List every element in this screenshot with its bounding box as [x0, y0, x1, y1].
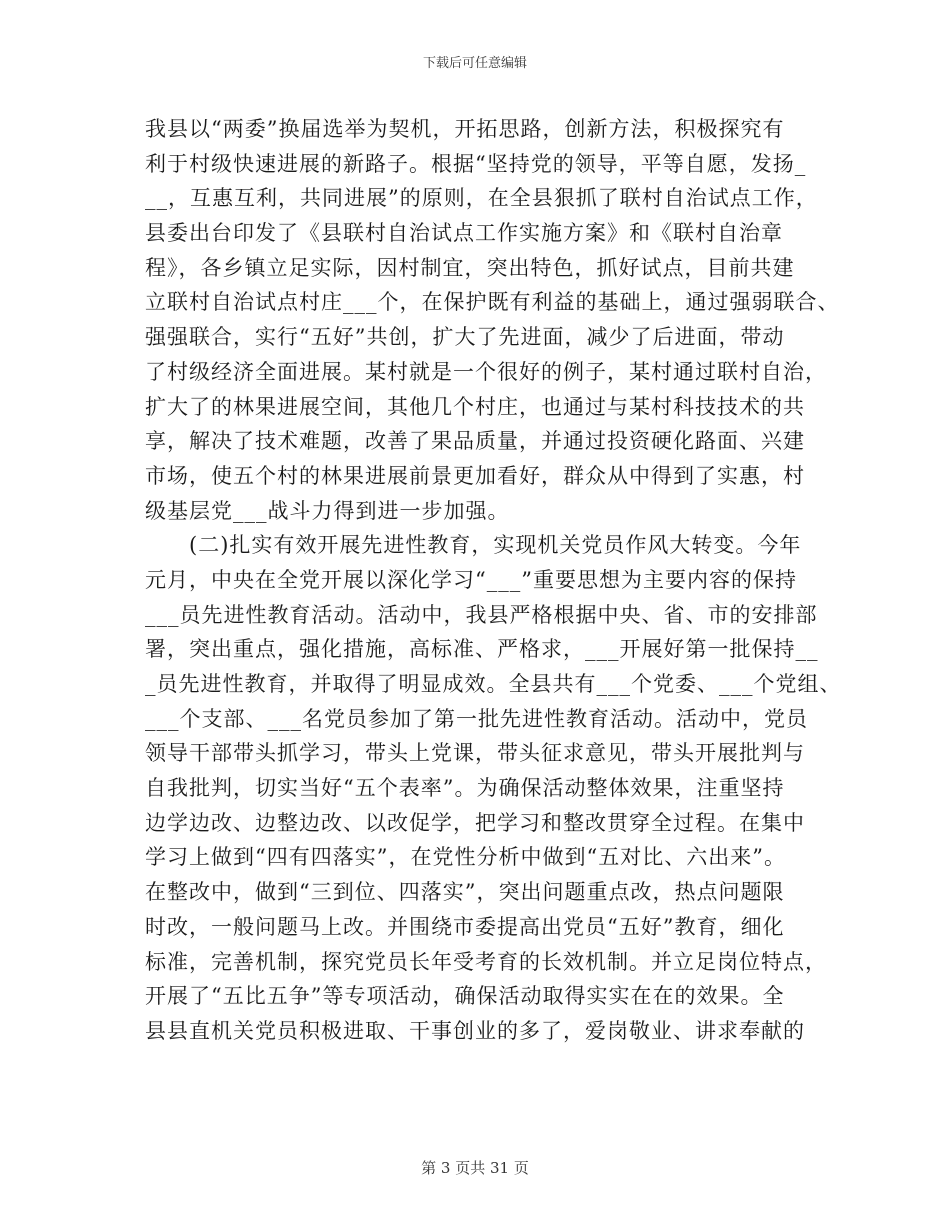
text-line: 级基层党___战斗力得到进一步加强。 [145, 498, 510, 523]
text-line: 强强联合，实行“五好”共创，扩大了先进面，减少了后进面，带动 [145, 325, 785, 350]
text-line: _员先进性教育，并取得了明显成效。全县共有___个党委、___个党组、 [145, 672, 842, 696]
text-line: ___个支部、___名党员参加了第一批先进性教育活动。活动中，党员 [145, 706, 808, 731]
text-line: 开展了“五比五争”等专项活动，确保活动取得实实在在的效果。全 [145, 984, 785, 1009]
text-line: 享，解决了技术难题，改善了果品质量，并通过投资硬化路面、兴建 [145, 429, 805, 454]
text-line: ___员先进性教育活动。活动中，我县严格根据中央、省、市的安排部 [145, 602, 818, 627]
text-line: 我县以“两委”换届选举为契机，开拓思路，创新方法，积极探究有 [145, 117, 785, 141]
text-line: 县县直机关党员积极进取、干事创业的多了，爱岗敬业、讲求奉献的 [145, 1018, 805, 1043]
text-line: 署，突出重点，强化措施，高标准、严格求，___开展好第一批保持__ [145, 637, 819, 662]
text-line: 在整改中，做到“三到位、四落实”，突出问题重点改，热点问题限 [145, 880, 785, 905]
text-line: (二)扎实有效开展先进性教育，实现机关党员作风大转变。今年 [145, 533, 802, 558]
page-footer: 第 3 页共 31 页 [421, 1159, 529, 1177]
text-line: 自我批判，切实当好“五个表率”。为确保活动整体效果，注重坚持 [145, 776, 785, 801]
text-line: 县委出台印发了《县联村自治试点工作实施方案》和《联村自治章 [145, 221, 783, 246]
text-line: 市场，使五个村的林果进展前景更加看好，群众从中得到了实惠，村 [145, 463, 805, 488]
page-header: 下载后可任意编辑 [422, 56, 527, 71]
text-line: 时改，一般问题马上改。并围绕市委提高出党员“五好”教育，细化 [145, 914, 785, 939]
text-line: 元月，中央在全党开展以深化学习“___”重要思想为主要内容的保持 [145, 567, 797, 592]
document-body [145, 112, 842, 1049]
text-line: 立联村自治试点村庄___个，在保护既有利益的基础上，通过强弱联合、 [145, 290, 840, 315]
text-line: 标准，完善机制，探究党员长年受考育的长效机制。并立足岗位特点， [145, 949, 827, 974]
text-line: 领导干部带头抓学习，带头上党课，带头征求意见，带头开展批判与 [145, 741, 805, 766]
text-line: 程》，各乡镇立足实际，因村制宜，突出特色，抓好试点，目前共建 [145, 255, 795, 280]
text-line: __，互惠互利，共同进展”的原则，在全县狠抓了联村自治试点工作， [145, 186, 818, 211]
text-line: 边学边改、边整边改、以改促学，把学习和整改贯穿全过程。在集中 [145, 810, 805, 835]
text-line: 学习上做到“四有四落实”，在党性分析中做到“五对比、六出来”。 [145, 845, 786, 870]
text-line: 了村级经济全面进展。某村就是一个很好的例子，某村通过联村自治， [145, 359, 827, 384]
text-line: 扩大了的林果进展空间，其他几个村庄，也通过与某村科技技术的共 [145, 394, 805, 419]
text-line: 利于村级快速进展的新路子。根据“坚持党的领导，平等自愿，发扬_ [145, 151, 807, 176]
